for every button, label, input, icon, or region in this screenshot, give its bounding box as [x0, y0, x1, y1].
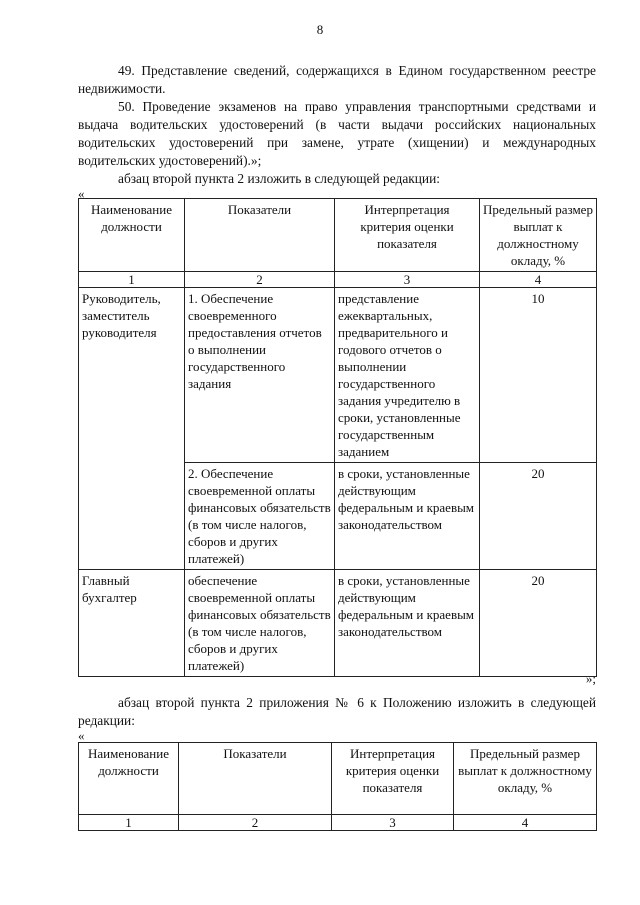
indicators-table: [78, 198, 597, 677]
paragraph-intro-2: абзац второй пункта 2 приложения № 6 к Положению изложить в следующей редакции:: [78, 695, 596, 728]
indicator-cell: 1. Обеспечение своевременного предоставления отчетов о выполнении государственного задания: [185, 288, 335, 463]
column-number: 2: [185, 272, 335, 288]
opening-quote-2: «: [78, 728, 85, 743]
limit-cell: 20: [480, 463, 597, 570]
header-indicators: Показатели: [185, 199, 335, 272]
paragraph-intro-1: абзац второй пункта 2 изложить в следующей редакции:: [118, 171, 440, 186]
paragraph-49: 49. Представление сведений, содержащихся в Едином государственном реестре недвижимости.: [78, 63, 596, 96]
position-cell: Главный бухгалтер: [79, 570, 185, 677]
page-number: 8: [316, 22, 324, 37]
interpretation-cell: в сроки, установленные действующим федеральным и краевым законодательством: [335, 570, 480, 677]
paragraph-50: 50. Проведение экзаменов на право управления транспортными средствами и выдача водительских удостоверений (в части выдачи российских национальных водительских удостоверений при замене, утрате (хищении) и международных водительских удостоверений).»;: [78, 99, 596, 168]
position-cell: Руководитель, заместитель руководителя: [79, 288, 185, 570]
indicator-cell: 2. Обеспечение своевременной оплаты финансовых обязательств (в том числе налогов, сборов и других платежей): [185, 463, 335, 570]
column-number: 4: [480, 272, 597, 288]
header-interpretation: Интерпретация критерия оценки показателя: [335, 199, 480, 272]
indicators-table-2: [78, 742, 597, 831]
column-number: 2: [179, 815, 332, 831]
column-number-row: [79, 272, 597, 288]
indicator-cell: обеспечение своевременной оплаты финансовых обязательств (в том числе налогов, сборов и других платежей): [185, 570, 335, 677]
opening-quote: «: [78, 186, 85, 201]
column-number: 3: [332, 815, 454, 831]
table-row: [79, 288, 597, 463]
column-number: 1: [79, 815, 179, 831]
table-header-row: [79, 743, 597, 815]
header-limit: Предельный размер выплат к должностному окладу, %: [480, 199, 597, 272]
limit-cell: 20: [480, 570, 597, 677]
column-number: 1: [79, 272, 185, 288]
limit-cell: 10: [480, 288, 597, 463]
column-number-row: [79, 815, 597, 831]
header-position: Наименование должности: [79, 199, 185, 272]
header-interpretation: Интерпретация критерия оценки показателя: [332, 743, 454, 815]
table-row: [79, 570, 597, 677]
interpretation-cell: в сроки, установленные действующим федеральным и краевым законодательством: [335, 463, 480, 570]
closing-quote: »;: [585, 671, 596, 686]
interpretation-cell: представление ежеквартальных, предварительного и годового отчетов о выполнении государственного задания учредителю в сроки, установленные государственным заданием: [335, 288, 480, 463]
header-indicators: Показатели: [179, 743, 332, 815]
column-number: 4: [454, 815, 597, 831]
column-number: 3: [335, 272, 480, 288]
header-position: Наименование должности: [79, 743, 179, 815]
header-limit: Предельный размер выплат к должностному окладу, %: [454, 743, 597, 815]
table-header-row: [79, 199, 597, 272]
